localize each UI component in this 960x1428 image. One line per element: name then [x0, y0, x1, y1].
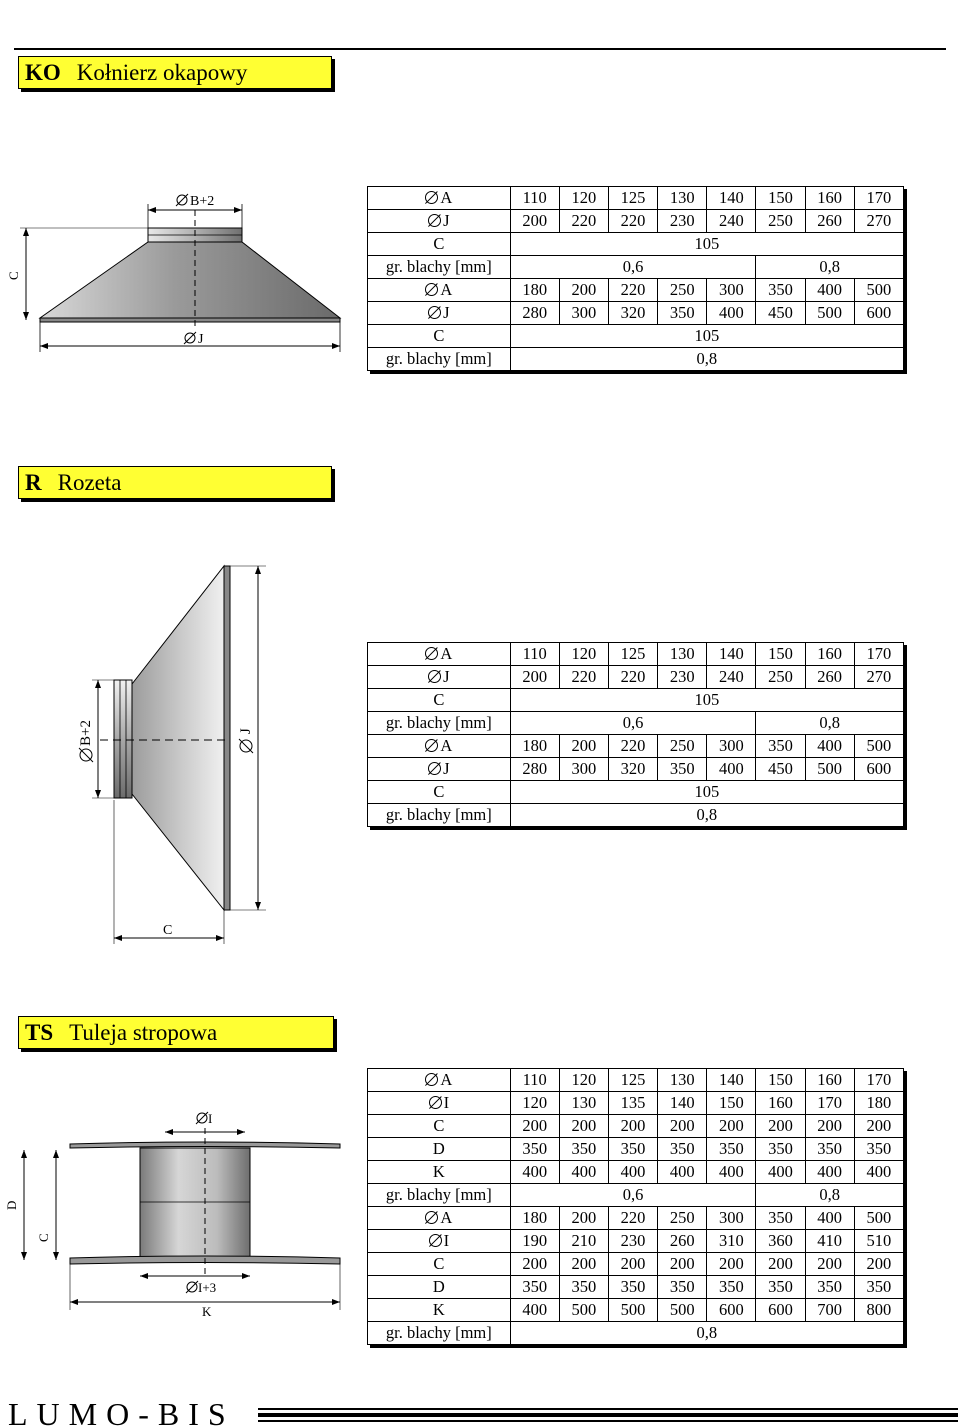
- table-row: [368, 1069, 904, 1092]
- row-label-text: C: [433, 1254, 445, 1273]
- row-label: [368, 1207, 511, 1230]
- section-code: KO: [25, 59, 61, 85]
- table-cell: 500: [854, 279, 903, 302]
- table-cell: 600: [707, 1299, 756, 1322]
- table-row: [368, 735, 904, 758]
- row-label: [368, 666, 511, 689]
- table-cell: 350: [756, 1138, 805, 1161]
- table-cell: 170: [854, 1069, 903, 1092]
- table-cell: 160: [805, 1069, 854, 1092]
- table-cell: 500: [608, 1299, 657, 1322]
- r-dim-left: B+2: [78, 720, 94, 746]
- row-label: [368, 1184, 511, 1207]
- section-title: Kołnierz okapowy: [76, 59, 248, 85]
- table-cell: 200: [559, 279, 608, 302]
- table-cell: 280: [510, 758, 559, 781]
- table-cell: 125: [608, 643, 657, 666]
- table-cell: 200: [707, 1115, 756, 1138]
- section-title: Rozeta: [57, 469, 122, 495]
- table-row: [368, 666, 904, 689]
- ts-dim-bottom: I+3: [198, 1280, 217, 1295]
- diameter-icon: [428, 214, 441, 227]
- table-row: [368, 233, 904, 256]
- table-cell: 200: [707, 1253, 756, 1276]
- diameter-icon: [425, 283, 438, 296]
- row-label-text: gr. blachy [mm]: [385, 805, 492, 824]
- table-cell: 450: [756, 302, 805, 325]
- table-cell: 200: [854, 1253, 903, 1276]
- table-cell: 130: [658, 187, 707, 210]
- row-label-text: D: [432, 1277, 445, 1296]
- spec-table-r: [367, 642, 904, 827]
- table-cell: 230: [658, 210, 707, 233]
- table-cell: 160: [805, 643, 854, 666]
- diameter-icon: [79, 748, 93, 762]
- table-cell: 260: [805, 666, 854, 689]
- table-cell: 180: [510, 1207, 559, 1230]
- table-cell: 0,6: [510, 1184, 756, 1207]
- table-cell: 105: [510, 233, 903, 256]
- diameter-icon: [429, 1096, 442, 1109]
- table-cell: 360: [756, 1230, 805, 1253]
- table-cell: 270: [854, 666, 903, 689]
- table-cell: 105: [510, 781, 903, 804]
- table-row: [368, 804, 904, 827]
- table-cell: 200: [805, 1115, 854, 1138]
- table-cell: 200: [805, 1253, 854, 1276]
- table-cell: 350: [608, 1276, 657, 1299]
- table-row: [368, 781, 904, 804]
- table-cell: 200: [510, 666, 559, 689]
- table-cell: 140: [707, 187, 756, 210]
- table-row: [368, 256, 904, 279]
- table-cell: 250: [658, 1207, 707, 1230]
- table-cell: 160: [756, 1092, 805, 1115]
- table-cell: 600: [756, 1299, 805, 1322]
- section-title: Tuleja stropowa: [69, 1019, 218, 1045]
- table-cell: 110: [510, 1069, 559, 1092]
- table-row: [368, 1207, 904, 1230]
- ts-dim-c: C: [36, 1233, 51, 1242]
- table-cell: 350: [756, 735, 805, 758]
- row-label-text: A: [440, 1070, 453, 1089]
- table-cell: 210: [559, 1230, 608, 1253]
- table-row: [368, 279, 904, 302]
- table-cell: 350: [510, 1138, 559, 1161]
- ko-dim-side: C: [6, 271, 21, 280]
- row-label-text: C: [433, 326, 445, 345]
- table-cell: 350: [559, 1138, 608, 1161]
- diameter-icon: [428, 762, 441, 775]
- table-cell: 800: [854, 1299, 903, 1322]
- table-row: [368, 302, 904, 325]
- row-label: [368, 781, 511, 804]
- table-cell: 240: [707, 210, 756, 233]
- table-cell: 510: [854, 1230, 903, 1253]
- table-cell: 400: [854, 1161, 903, 1184]
- table-cell: 150: [756, 1069, 805, 1092]
- table-row: [368, 325, 904, 348]
- table-cell: 400: [658, 1161, 707, 1184]
- table-cell: 600: [854, 302, 903, 325]
- ko-dim-bottom: J: [198, 332, 204, 347]
- row-label: [368, 1138, 511, 1161]
- table-cell: 400: [559, 1161, 608, 1184]
- table-cell: 220: [559, 210, 608, 233]
- table-cell: 0,8: [510, 804, 903, 827]
- row-label-text: K: [432, 1300, 445, 1319]
- footer-rule: [258, 1408, 958, 1425]
- table-row: [368, 1299, 904, 1322]
- table-cell: 310: [707, 1230, 756, 1253]
- table-row: [368, 712, 904, 735]
- table-row: [368, 1230, 904, 1253]
- table-cell: 250: [756, 666, 805, 689]
- table-cell: 500: [805, 758, 854, 781]
- table-cell: 200: [854, 1115, 903, 1138]
- table-cell: 200: [510, 210, 559, 233]
- table-cell: 400: [805, 735, 854, 758]
- diameter-icon: [425, 647, 438, 660]
- row-label: [368, 1115, 511, 1138]
- table-cell: 270: [854, 210, 903, 233]
- table-cell: 240: [707, 666, 756, 689]
- table-cell: 300: [559, 758, 608, 781]
- table-cell: 220: [559, 666, 608, 689]
- table-cell: 200: [658, 1115, 707, 1138]
- table-cell: 400: [510, 1299, 559, 1322]
- table-cell: 105: [510, 325, 903, 348]
- row-label: [368, 1322, 511, 1345]
- table-cell: 180: [510, 735, 559, 758]
- table-cell: 230: [658, 666, 707, 689]
- table-cell: 220: [608, 279, 657, 302]
- diameter-icon: [428, 670, 441, 683]
- table-cell: 250: [658, 735, 707, 758]
- table-cell: 150: [756, 643, 805, 666]
- diameter-icon: [196, 1112, 208, 1124]
- table-cell: 135: [608, 1092, 657, 1115]
- row-label-text: C: [433, 690, 445, 709]
- table-cell: 350: [658, 758, 707, 781]
- table-cell: 0,8: [756, 1184, 904, 1207]
- row-label-text: gr. blachy [mm]: [385, 1323, 492, 1342]
- table-cell: 0,6: [510, 712, 756, 735]
- table-cell: 200: [756, 1253, 805, 1276]
- table-cell: 220: [608, 666, 657, 689]
- table-cell: 110: [510, 643, 559, 666]
- table-cell: 140: [658, 1092, 707, 1115]
- ts-drawing: [0, 1100, 360, 1330]
- table-cell: 125: [608, 187, 657, 210]
- table-cell: 400: [707, 302, 756, 325]
- table-cell: 400: [805, 1161, 854, 1184]
- table-cell: 200: [510, 1115, 559, 1138]
- row-label-text: A: [440, 736, 453, 755]
- table-cell: 180: [854, 1092, 903, 1115]
- row-label-text: J: [443, 759, 450, 778]
- table-row: [368, 1253, 904, 1276]
- table-cell: 0,8: [510, 1322, 903, 1345]
- table-row: [368, 348, 904, 371]
- table-cell: 250: [756, 210, 805, 233]
- table-cell: 200: [559, 735, 608, 758]
- row-label-text: A: [440, 188, 453, 207]
- table-cell: 400: [510, 1161, 559, 1184]
- row-label-text: J: [443, 667, 450, 686]
- table-cell: 410: [805, 1230, 854, 1253]
- row-label: [368, 1276, 511, 1299]
- row-label-text: K: [432, 1162, 445, 1181]
- table-cell: 320: [608, 302, 657, 325]
- table-cell: 120: [559, 187, 608, 210]
- table-cell: 700: [805, 1299, 854, 1322]
- table-cell: 500: [854, 1207, 903, 1230]
- table-cell: 130: [658, 1069, 707, 1092]
- row-label: [368, 1092, 511, 1115]
- row-label-text: gr. blachy [mm]: [385, 713, 492, 732]
- table-cell: 350: [707, 1138, 756, 1161]
- table-cell: 150: [756, 187, 805, 210]
- table-cell: 350: [756, 1207, 805, 1230]
- table-cell: 170: [805, 1092, 854, 1115]
- section-header-ts: [18, 1016, 334, 1049]
- table-cell: 320: [608, 758, 657, 781]
- row-label: [368, 348, 511, 371]
- table-cell: 350: [608, 1138, 657, 1161]
- table-cell: 200: [559, 1253, 608, 1276]
- table-cell: 125: [608, 1069, 657, 1092]
- table-cell: 120: [559, 1069, 608, 1092]
- table-cell: 260: [805, 210, 854, 233]
- r-dim-right: J: [238, 728, 254, 734]
- table-cell: 130: [559, 1092, 608, 1115]
- row-label: [368, 279, 511, 302]
- ko-dim-top: B+2: [190, 194, 215, 209]
- table-cell: 140: [707, 643, 756, 666]
- row-label-text: gr. blachy [mm]: [385, 1185, 492, 1204]
- table-cell: 350: [510, 1276, 559, 1299]
- table-cell: 105: [510, 689, 903, 712]
- spec-table-ts: [367, 1068, 904, 1345]
- row-label: [368, 256, 511, 279]
- row-label-text: J: [443, 303, 450, 322]
- table-cell: 260: [658, 1230, 707, 1253]
- table-cell: 450: [756, 758, 805, 781]
- row-label-text: J: [443, 211, 450, 230]
- row-label-text: D: [432, 1139, 445, 1158]
- table-cell: 350: [658, 1276, 707, 1299]
- table-row: [368, 689, 904, 712]
- row-label-text: I: [443, 1093, 450, 1112]
- table-cell: 0,6: [510, 256, 756, 279]
- row-label-text: I: [443, 1231, 450, 1250]
- table-cell: 300: [707, 1207, 756, 1230]
- section-header-ko: [18, 56, 332, 89]
- section-header-r: [18, 466, 332, 499]
- ts-dim-d: D: [4, 1200, 19, 1210]
- row-label: [368, 1069, 511, 1092]
- table-row: [368, 1161, 904, 1184]
- table-cell: 190: [510, 1230, 559, 1253]
- table-cell: 500: [658, 1299, 707, 1322]
- table-cell: 600: [854, 758, 903, 781]
- row-label: [368, 689, 511, 712]
- row-label-text: A: [440, 280, 453, 299]
- table-cell: 350: [805, 1138, 854, 1161]
- row-label-text: C: [433, 234, 445, 253]
- diameter-icon: [425, 739, 438, 752]
- row-label: [368, 325, 511, 348]
- diameter-icon: [425, 1211, 438, 1224]
- table-cell: 300: [707, 279, 756, 302]
- r-drawing: [60, 560, 300, 950]
- table-cell: 350: [658, 302, 707, 325]
- section-code: R: [25, 469, 42, 495]
- table-cell: 220: [608, 1207, 657, 1230]
- ts-dim-k: K: [202, 1304, 212, 1319]
- table-cell: 130: [658, 643, 707, 666]
- table-cell: 200: [510, 1253, 559, 1276]
- table-row: [368, 643, 904, 666]
- table-row: [368, 187, 904, 210]
- table-row: [368, 758, 904, 781]
- diameter-icon: [176, 194, 188, 206]
- row-label: [368, 1253, 511, 1276]
- table-cell: 200: [559, 1115, 608, 1138]
- table-row: [368, 1138, 904, 1161]
- top-rule: [14, 48, 946, 50]
- row-label-text: C: [433, 1116, 445, 1135]
- table-cell: 250: [658, 279, 707, 302]
- table-row: [368, 1322, 904, 1345]
- row-label-text: A: [440, 1208, 453, 1227]
- table-cell: 0,8: [756, 712, 904, 735]
- table-cell: 350: [805, 1276, 854, 1299]
- table-cell: 170: [854, 643, 903, 666]
- table-cell: 140: [707, 1069, 756, 1092]
- table-cell: 230: [608, 1230, 657, 1253]
- table-cell: 200: [756, 1115, 805, 1138]
- table-row: [368, 1276, 904, 1299]
- table-cell: 160: [805, 187, 854, 210]
- table-cell: 300: [559, 302, 608, 325]
- row-label: [368, 233, 511, 256]
- table-cell: 0,8: [756, 256, 904, 279]
- table-cell: 500: [559, 1299, 608, 1322]
- table-cell: 350: [756, 1276, 805, 1299]
- ko-drawing: [0, 180, 360, 360]
- table-row: [368, 210, 904, 233]
- table-row: [368, 1092, 904, 1115]
- row-label: [368, 1299, 511, 1322]
- diameter-icon: [429, 1234, 442, 1247]
- row-label-text: C: [433, 782, 445, 801]
- row-label: [368, 735, 511, 758]
- table-cell: 400: [707, 758, 756, 781]
- diameter-icon: [239, 739, 253, 753]
- table-cell: 500: [805, 302, 854, 325]
- table-cell: 400: [805, 279, 854, 302]
- table-cell: 110: [510, 187, 559, 210]
- r-dim-bottom: C: [163, 923, 173, 938]
- row-label: [368, 758, 511, 781]
- company-logo: LUMO-BIS: [8, 1396, 235, 1428]
- table-cell: 180: [510, 279, 559, 302]
- diameter-icon: [186, 1281, 198, 1293]
- ts-dim-top: I: [208, 1111, 213, 1126]
- table-cell: 300: [707, 735, 756, 758]
- table-cell: 220: [608, 210, 657, 233]
- table-row: [368, 1115, 904, 1138]
- table-cell: 350: [854, 1276, 903, 1299]
- table-cell: 350: [756, 279, 805, 302]
- diameter-icon: [428, 306, 441, 319]
- table-cell: 120: [510, 1092, 559, 1115]
- row-label: [368, 302, 511, 325]
- row-label: [368, 804, 511, 827]
- table-row: [368, 1184, 904, 1207]
- row-label: [368, 1161, 511, 1184]
- table-cell: 400: [756, 1161, 805, 1184]
- table-cell: 350: [559, 1276, 608, 1299]
- row-label-text: gr. blachy [mm]: [385, 257, 492, 276]
- table-cell: 280: [510, 302, 559, 325]
- row-label: [368, 210, 511, 233]
- row-label: [368, 643, 511, 666]
- table-cell: 150: [707, 1092, 756, 1115]
- table-cell: 350: [658, 1138, 707, 1161]
- table-cell: 170: [854, 187, 903, 210]
- table-cell: 120: [559, 643, 608, 666]
- table-cell: 200: [559, 1207, 608, 1230]
- spec-table-ko: [367, 186, 904, 371]
- table-cell: 400: [805, 1207, 854, 1230]
- table-cell: 400: [608, 1161, 657, 1184]
- table-cell: 350: [707, 1276, 756, 1299]
- row-label: [368, 187, 511, 210]
- row-label-text: A: [440, 644, 453, 663]
- diameter-icon: [184, 332, 196, 344]
- table-cell: 0,8: [510, 348, 903, 371]
- table-cell: 350: [854, 1138, 903, 1161]
- table-cell: 200: [608, 1115, 657, 1138]
- diameter-icon: [425, 191, 438, 204]
- table-cell: 200: [608, 1253, 657, 1276]
- table-cell: 400: [707, 1161, 756, 1184]
- table-cell: 220: [608, 735, 657, 758]
- section-code: TS: [25, 1019, 54, 1045]
- diameter-icon: [425, 1073, 438, 1086]
- row-label: [368, 1230, 511, 1253]
- row-label: [368, 712, 511, 735]
- table-cell: 200: [658, 1253, 707, 1276]
- table-cell: 500: [854, 735, 903, 758]
- row-label-text: gr. blachy [mm]: [385, 349, 492, 368]
